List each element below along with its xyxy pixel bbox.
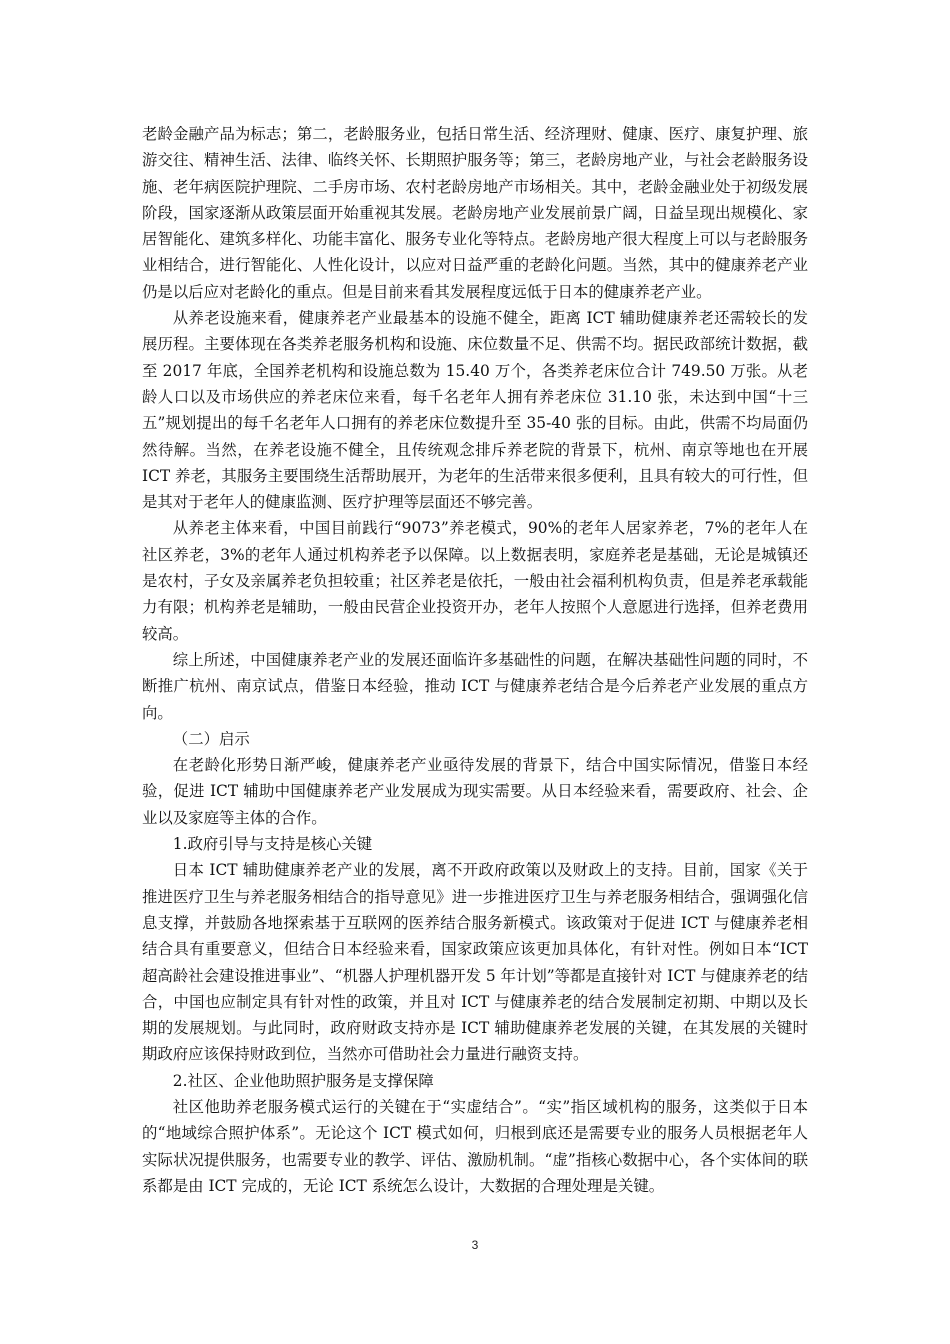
- paragraph-government-support: 日本 ICT 辅助健康养老产业的发展，离不开政府政策以及财政上的支持。目前，国家《关于推进医疗卫生与养老服务相结合的指导意见》进一步推进医疗卫生与养老服务相结合，强调强化信息支撑，并鼓励各地探索基于互联网的医养结合服务新模式。该政策对于促进 ICT 与健康养老相结合具有重要意义，但结合日本经验来看，国家政策应该更加具体化，有针对性。例如日本“ICT 超高龄社会建设推进事业”、“机器人护理机器开发 5 年计划”等都是直接针对 ICT 与健康养老的结合，中国也应制定具有针对性的政策，并且对 ICT 与健康养老的结合发展制定初期、中期以及长期的发展规划。与此同时，政府财政支持亦是 ICT 辅助健康养老发展的关键，在其发展的关键时期政府应该保持财政到位，当然亦可借助社会力量进行融资支持。: [142, 861, 808, 1064]
- paragraph-continuation: 老龄金融产品为标志；第二，老龄服务业，包括日常生活、经济理财、健康、医疗、康复护理、旅游交往、精神生活、法律、临终关怀、长期照护服务等；第三，老龄房地产业，与社会老龄服务设施、老年病医院护理院、二手房市场、农村老龄房地产市场相关。其中，老龄金融业处于初级发展阶段，国家逐渐从政策层面开始重视其发展。老龄房地产业发展前景广阔，日益呈现出规模化、家居智能化、建筑多样化、功能丰富化、服务专业化等特点。老龄房地产很大程度上可以与老龄服务业相结合，进行智能化、人性化设计，以应对日益严重的老龄化问题。当然，其中的健康养老产业仍是以后应对老龄化的重点。但是目前来看其发展程度远低于日本的健康养老产业。: [142, 125, 808, 301]
- paragraph-community-care: 社区他助养老服务模式运行的关键在于“实虚结合”。“实”指区域机构的服务，这类似于日本的“地域综合照护体系”。无论这个 ICT 模式如何，归根到底还是需要专业的服务人员根据老年人实际状况提供服务，也需要专业的教学、评估、激励机制。“虚”指核心数据中心，各个实体间的联系都是由 ICT 完成的，无论 ICT 系统怎么设计，大数据的合理处理是关键。: [142, 1097, 808, 1195]
- paragraph-facilities: 从养老设施来看，健康养老产业最基本的设施不健全，距离 ICT 辅助健康养老还需较长的发展历程。主要体现在各类养老服务机构和设施、床位数量不足、供需不均。据民政部统计数据，截至 2017 年底，全国养老机构和设施总数为 15.40 万个，各类养老床位合计 749.50 万张。从老龄人口以及市场供应的养老床位来看，每千名老年人拥有养老床位 31.10 张，未达到中国“十三五”规划提出的每千名老年人口拥有的养老床位数提升至 35-40 张的目标。由此，供需不均局面仍然待解。当然，在养老设施不健全，且传统观念排斥养老院的背景下，杭州、南京等地也在开展 ICT 养老，其服务主要围绕生活帮助展开，为老年的生活带来很多便利，且具有较大的可行性，但是其对于老年人的健康监测、医疗护理等层面还不够完善。: [142, 309, 808, 512]
- paragraph-elderly-care-subjects: 从养老主体来看，中国目前践行“9073”养老模式，90%的老年人居家养老，7%的老年人在社区养老，3%的老年人通过机构养老予以保障。以上数据表明，家庭养老是基础，无论是城镇还是农村，子女及亲属养老负担较重；社区养老是依托，一般由社会福利机构负责，但是养老承载能力有限；机构养老是辅助，一般由民营企业投资开办，老年人按照个人意愿进行选择，但养老费用较高。: [142, 519, 808, 643]
- subheading-government-guidance: 1.政府引导与支持是核心关键: [172, 835, 373, 854]
- paragraph-summary: 综上所述，中国健康养老产业的发展还面临许多基础性的问题，在解决基础性问题的同时，不断推广杭州、南京试点，借鉴日本经验，推动 ICT 与健康养老结合是今后养老产业发展的重点方向。: [142, 650, 808, 722]
- paragraph-insights-intro: 在老龄化形势日渐严峻，健康养老产业亟待发展的背景下，结合中国实际情况，借鉴日本经验，促进 ICT 辅助中国健康养老产业发展成为现实需要。从日本经验来看，需要政府、社会、企业以及家庭等主体的合作。: [142, 756, 808, 827]
- page-number: 3: [471, 1238, 479, 1252]
- document-body: [142, 121, 808, 1199]
- section-heading-insights: （二）启示: [172, 729, 250, 748]
- subheading-community-enterprise-care: 2.社区、企业他助照护服务是支撑保障: [172, 1071, 434, 1090]
